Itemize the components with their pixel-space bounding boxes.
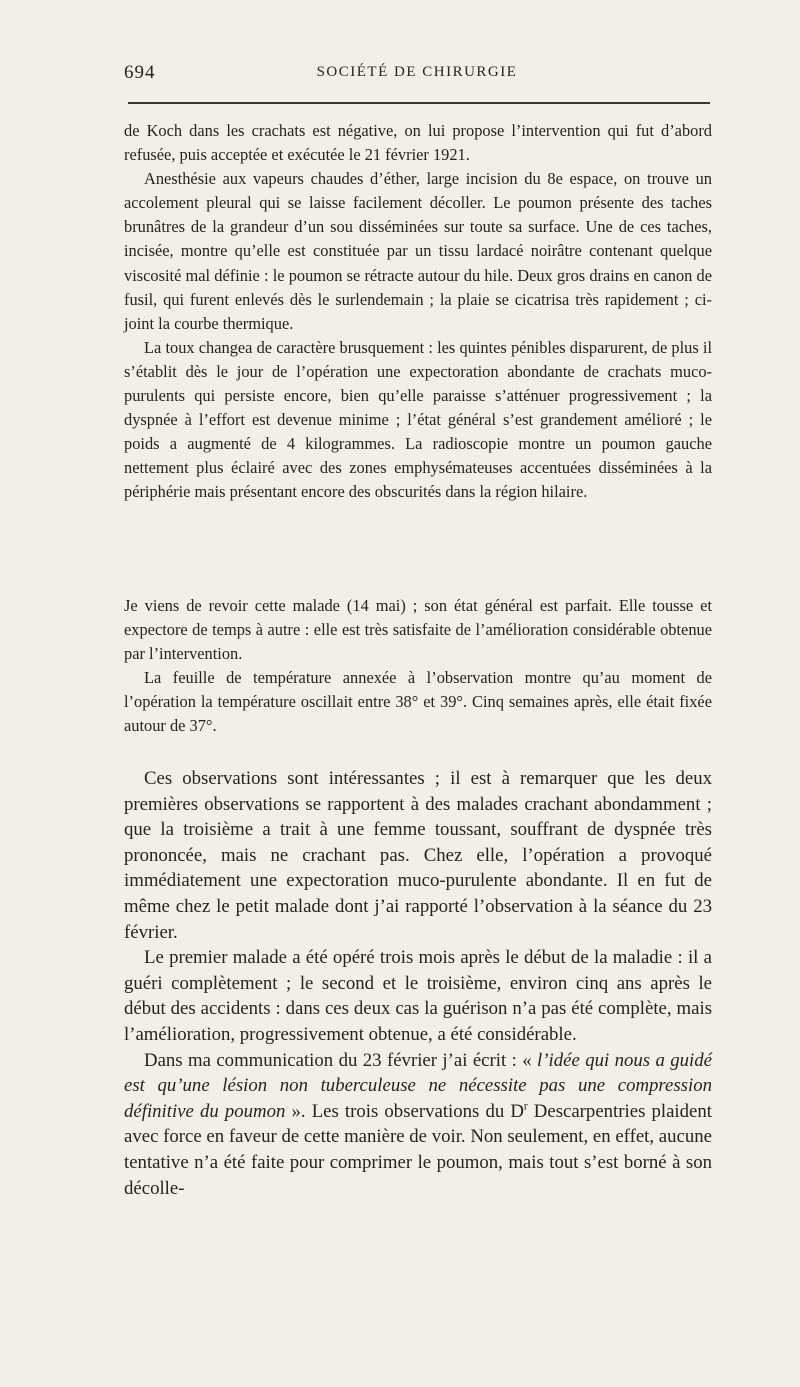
paragraph: La feuille de température annexée à l’observation montre qu’au moment de l’opération la température oscillait entre 38° et 39°. Cinq semaines après, elle était fixée autour de 37°.	[124, 668, 712, 736]
page-number: 694	[124, 62, 156, 83]
doctor-title: D	[510, 1100, 524, 1122]
paragraph: de Koch dans les crachats est négative, on lui propose l’intervention qui fut d’abord refusée, puis acceptée et exécutée le 21 février 1921.	[124, 121, 712, 165]
page-header	[124, 62, 710, 88]
final-rest: Descarpentries plaident avec force en faveur de cette manière de voir. Non seulement, en effet, aucune tentative n’a été faite pour comprimer le poumon, mais tout s’est borné à son décolle-	[124, 1100, 712, 1199]
paragraph: La toux changea de caractère brusquement : les quintes pénibles disparurent, de plus il s’établit dès le jour de l’opération une expectoration abondante de crachats muco-purulents qui persiste encore, bien qu’elle paraisse s’atténuer progressivement ; la dyspnée à l’effort est devenue minime ; l’état général s’est grandement amélioré ; le poids a augmenté de 4 kilogrammes. La radioscopie montre un poumon gauche nettement plus éclairé avec des zones emphysémateuses accentuées disséminées à la périphérie mais présentant encore des obscurités dans la région hilaire.	[124, 337, 712, 502]
quoted-passage: l’idée qui nous a guidé est qu’une lésion non tuberculeuse ne nécessite pas une compression définitive du poumon	[124, 1049, 712, 1122]
final-lead: Dans ma communication du 23 février j’ai écrit : «	[144, 1049, 538, 1071]
doctor-title-sup: r	[523, 1100, 528, 1113]
paragraph: Anesthésie aux vapeurs chaudes d’éther, large incision du 8e espace, on trouve un accolement pleural qui se laisse facilement décoller. Le poumon présente des taches brunâtres de la grandeur d’un sou disséminées sur toute sa surface. Une de ces taches, incisée, montre qu’elle est constituée par un tissu lardacé noirâtre contenant quelque viscosité mal définie : le poumon se rétracte autour du hile. Deux gros drains en canon de fusil, qui furent enlevés dès le surlendemain ; la plaie se cicatrisa très rapidement ; ci-joint la courbe thermique.	[124, 169, 712, 333]
commentary-text	[124, 766, 712, 1201]
running-title: SOCIÉTÉ DE CHIRURGIE	[316, 64, 518, 80]
follow-up-text	[124, 594, 712, 739]
observation-text	[124, 119, 712, 505]
paragraph: Je viens de revoir cette malade (14 mai) ; son état général est parfait. Elle tousse et expectore de temps à autre : elle est très satisfaite de l’amélioration considérable obtenue par l’intervention.	[124, 596, 712, 664]
paragraph: Le premier malade a été opéré trois mois après le début de la maladie : il a guéri complètement ; le second et le troisième, environ cinq ans après le début des accidents : dans ces deux cas la guérison n’a pas été complète, mais l’amélioration, progressivement obtenue, a été considérable.	[124, 947, 712, 1045]
header-rule	[128, 102, 710, 104]
paragraph: Ces observations sont intéressantes ; il est à remarquer que les deux premières observations se rapportent à des malades crachant abondamment ; que la troisième a trait à une femme toussant, souffrant de dyspnée très prononcée, mais ne crachant pas. Chez elle, l’opération a provoqué immédiatement une expectoration muco-purulente abondante. Il en fut de même chez le petit malade dont j’ai rapporté l’observation à la séance du 23 février.	[124, 768, 712, 943]
paragraph-final	[124, 1048, 712, 1202]
final-close: ». Les trois observations du	[285, 1100, 511, 1122]
